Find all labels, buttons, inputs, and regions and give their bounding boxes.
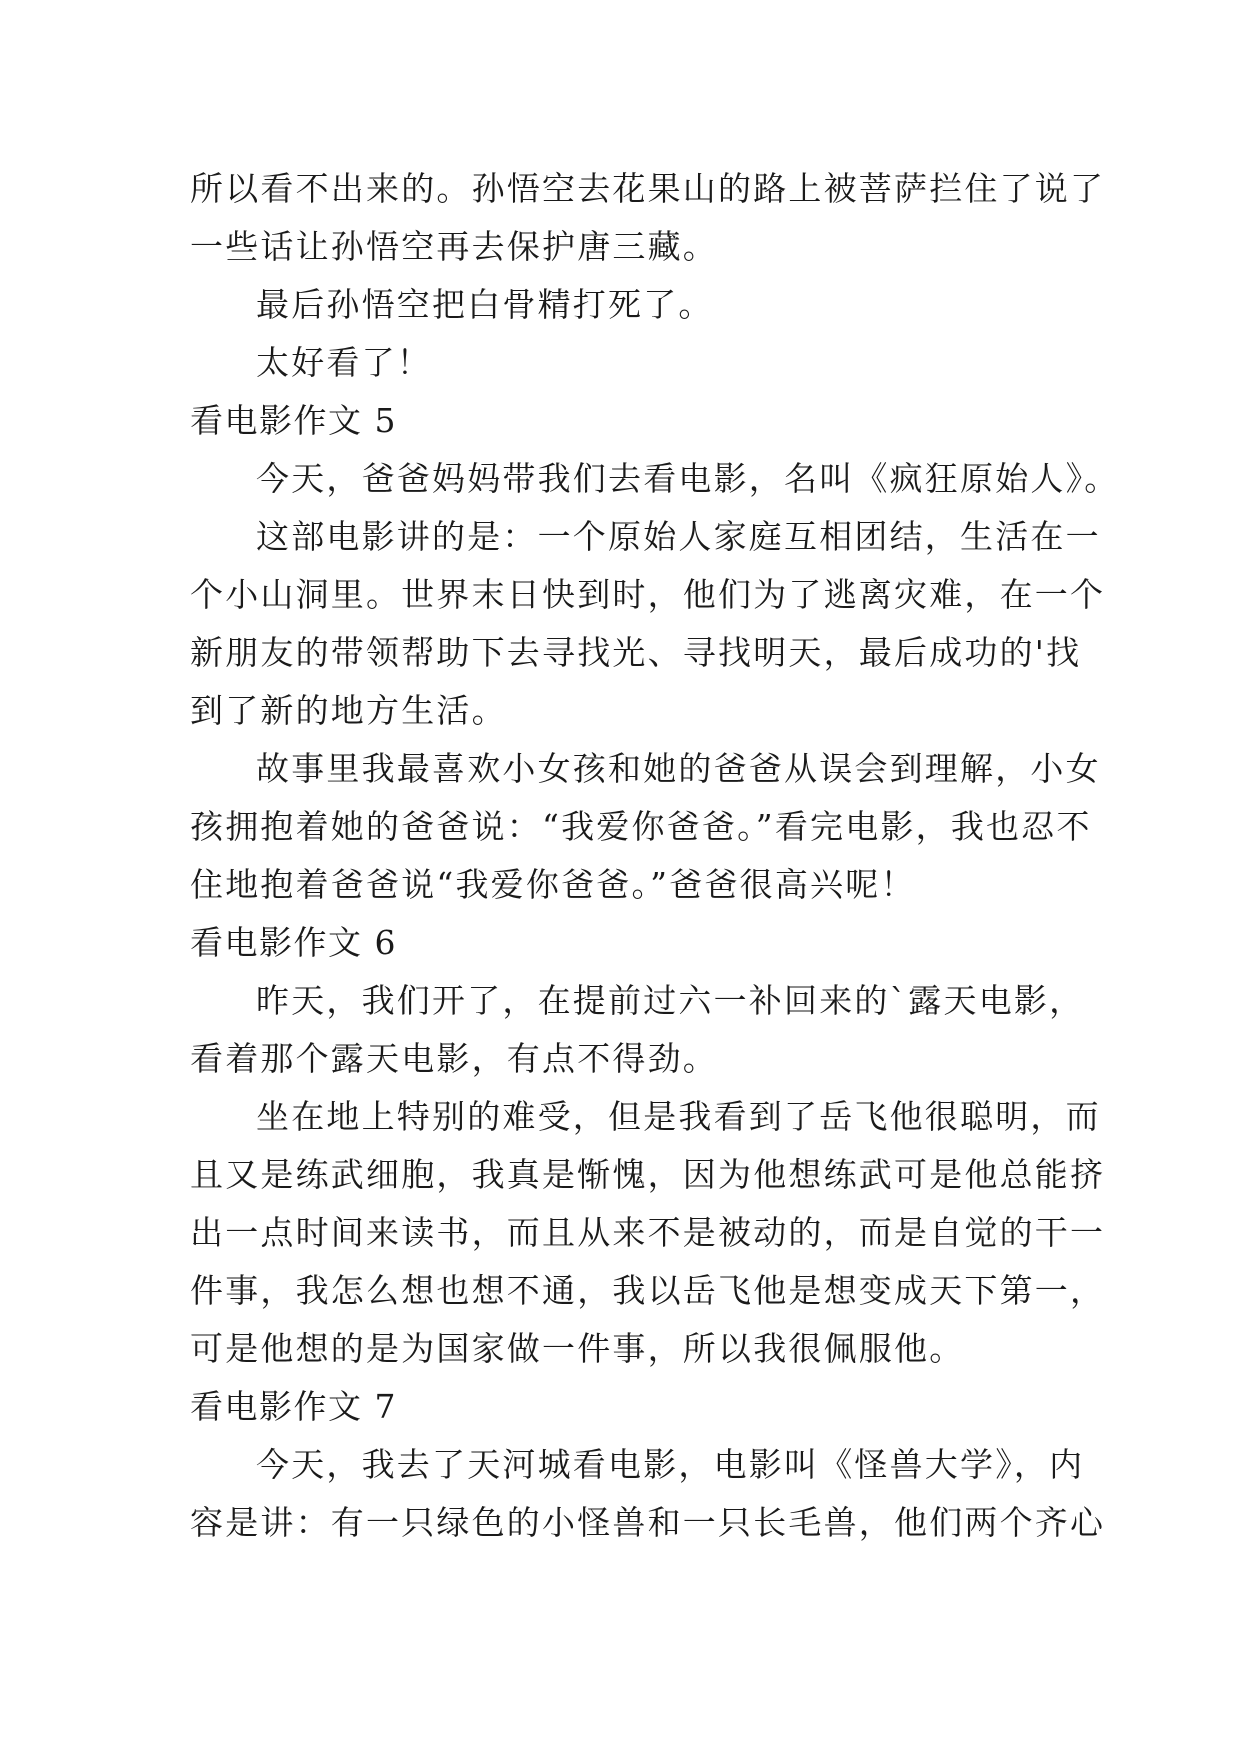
text-line: 出一点时间来读书，而且从来不是被动的，而是自觉的干一 [190, 1213, 1106, 1252]
text-line: 昨天，我们开了，在提前过六一补回来的`露天电影， [256, 981, 1085, 1020]
text-line: 且又是练武细胞，我真是惭愧，因为他想练武可是他总能挤 [190, 1155, 1106, 1194]
section-heading: 看电影作文 7 [190, 1387, 397, 1426]
document-page [190, 160, 1120, 1552]
text-line: 一些话让孙悟空再去保护唐三藏。 [190, 227, 718, 266]
text-line: 坐在地上特别的难受，但是我看到了岳飞他很聪明，而 [256, 1097, 1101, 1136]
text-line: 个小山洞里。世界末日快到时，他们为了逃离灾难，在一个 [190, 575, 1106, 614]
text-line: 太好看了！ [256, 343, 432, 382]
section-heading: 看电影作文 5 [190, 401, 397, 440]
text-line: 到了新的地方生活。 [190, 691, 507, 730]
text-line: 新朋友的带领帮助下去寻找光、寻找明天，最后成功的'找 [190, 633, 1082, 672]
text-line: 所以看不出来的。孙悟空去花果山的路上被菩萨拦住了说了 [190, 169, 1106, 208]
text-line: 这部电影讲的是：一个原始人家庭互相团结，生活在一 [256, 517, 1101, 556]
text-line: 最后孙悟空把白骨精打死了。 [256, 285, 714, 324]
text-line: 今天，我去了天河城看电影，电影叫《怪兽大学》，内 [256, 1445, 1085, 1484]
text-line: 今天，爸爸妈妈带我们去看电影，名叫《疯狂原始人》。 [256, 459, 1120, 498]
text-line: 故事里我最喜欢小女孩和她的爸爸从误会到理解，小女 [256, 749, 1101, 788]
text-line: 孩拥抱着她的爸爸说：“我爱你爸爸。”看完电影，我也忍不 [190, 807, 1092, 846]
section-heading: 看电影作文 6 [190, 923, 397, 962]
text-line: 看着那个露天电影，有点不得劲。 [190, 1039, 718, 1078]
text-line: 件事，我怎么想也想不通，我以岳飞他是想变成天下第一， [190, 1271, 1106, 1310]
text-line: 容是讲：有一只绿色的小怪兽和一只长毛兽，他们两个齐心 [190, 1503, 1106, 1542]
text-line: 可是他想的是为国家做一件事，所以我很佩服他。 [190, 1329, 965, 1368]
text-line: 住地抱着爸爸说“我爱你爸爸。”爸爸很高兴呢！ [190, 865, 916, 904]
